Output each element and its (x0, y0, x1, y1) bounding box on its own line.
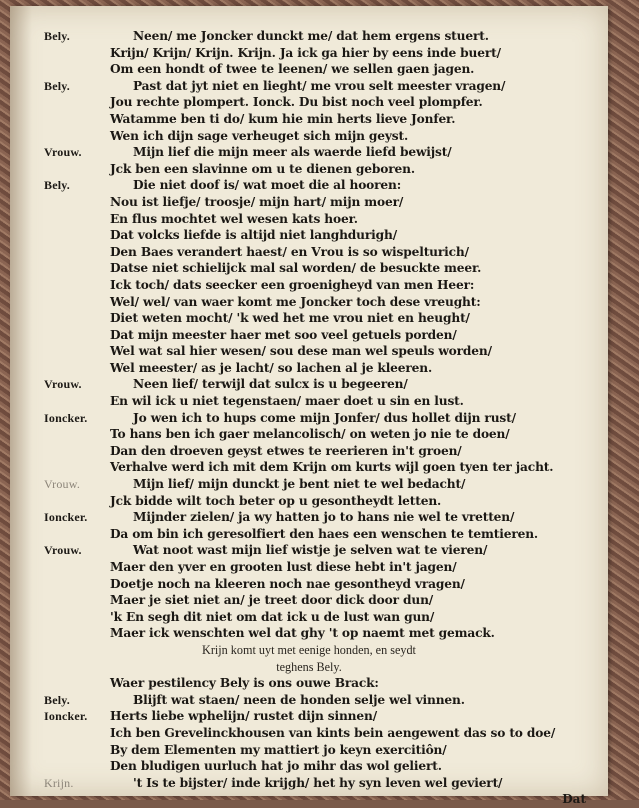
speaker-name: Vrouw. (44, 477, 81, 492)
verse-line (10, 476, 608, 493)
verse-line (10, 128, 608, 145)
verse-text: Da om bin ich geresolfiert den haes een wenschen te temtieren. (110, 526, 538, 541)
verse-line (10, 443, 608, 460)
verse-text: Maer den yver en grooten lust diese hebt in't jagen/ (110, 560, 457, 574)
verse-text: Neen lief/ terwijl dat sulcx is u begeeren/ (133, 377, 408, 392)
verse-line (10, 576, 608, 593)
verse-text: Neen/ me Joncker dunckt me/ dat hem ergens stuert. (133, 29, 489, 43)
verse-text: Waer pestilency Bely is ons ouwe Brack: (110, 676, 379, 691)
verse-text: Den bludigen uurluch hat jo mihr das wol geliert. (110, 759, 442, 774)
verse-text: Herts liebe wphelijn/ rustet dijn sinnen/ (110, 709, 378, 724)
verse-text: Diet weten mocht/ 'k wed het me vrou niet en heught/ (110, 311, 470, 326)
verse-text: Mijn lief die mijn meer als waerde liefd bewijst/ (133, 145, 452, 160)
verse-line (10, 161, 608, 178)
verse-line (10, 725, 608, 742)
verse-text: Nou ist liefje/ troosje/ mijn hart/ mijn moer/ (110, 194, 404, 209)
stage-direction-line: Krijn komt uyt met eenige honden, en seydt (202, 642, 416, 657)
stage-direction (10, 642, 608, 659)
verse-line (10, 260, 608, 277)
verse-text: Doetje noch na kleeren noch nae gesontheyd vragen/ (110, 576, 465, 591)
speaker-name: Bely. (44, 78, 71, 93)
speaker-name: Bely. (44, 178, 71, 193)
verse-line (10, 708, 608, 725)
book-page (10, 6, 608, 807)
verse-line (10, 78, 608, 95)
speaker-name: Krijn. (44, 775, 74, 790)
verse-text: To hans ben ich gaer melancolisch/ on weten jo nie te doen/ (110, 427, 510, 442)
verse-text: Ick toch/ dats seecker een groenigheyd van men Heer: (110, 277, 475, 292)
verse-text: Die niet doof is/ wat moet die al hooren: (133, 178, 402, 193)
stage-direction-line: teghens Bely. (276, 659, 342, 674)
verse-line (10, 45, 608, 62)
verse-text: Jck ben een slavinne om u te dienen geboren. (110, 161, 415, 176)
verse-line (10, 227, 608, 244)
verse-text: 'k En segh dit niet om dat ick u de lust wan gun/ (110, 609, 435, 624)
verse-line (10, 194, 608, 211)
verse-text: Datse niet schielijck mal sal worden/ de besuckte meer. (110, 261, 482, 276)
speaker-name: Vrouw. (44, 543, 82, 558)
verse-text: Blijft wat staen/ neen de honden selje wel vinnen. (133, 692, 465, 707)
verse-text: Maer ick wenschten wel dat ghy 't op naemt met gemack. (110, 626, 495, 641)
verse-line (10, 559, 608, 576)
verse-line (10, 459, 608, 476)
verse-text: Wel meester/ as je lacht/ so lachen al je kleeren. (110, 360, 433, 375)
verse-text: Wel/ wel/ van waer komt me Joncker toch dese vreught: (110, 294, 481, 309)
verse-text: By dem Elementen my mattiert jo keyn exercitiôn/ (110, 742, 447, 757)
verse-line (10, 758, 608, 775)
speaker-name: Vrouw. (44, 377, 82, 392)
verse-text: Jou rechte plompert. Ionck. Du bist noch veel plompfer. (110, 95, 483, 110)
verse-line (10, 775, 608, 792)
verse-line (10, 144, 608, 161)
page-gutter-shadow (10, 6, 32, 796)
verse-text: Dan den droeven geyst etwes te reerieren in't groen/ (110, 443, 462, 458)
verse-line (10, 742, 608, 759)
verse-text: Jo wen ich to hups come mijn Jonfer/ dus hollet dijn rust/ (133, 410, 516, 425)
verse-line (10, 393, 608, 410)
verse-line (10, 493, 608, 510)
verse-text: Wat noot wast mijn lief wistje je selven wat te vieren/ (133, 543, 488, 558)
verse-text: Mijnder zielen/ ja wy hatten jo to hans nie wel te vretten/ (133, 510, 515, 525)
verse-line (10, 592, 608, 609)
verse-line (10, 360, 608, 377)
verse-text: En wil ick u niet tegenstaen/ maer doet u sin en lust. (110, 394, 464, 409)
verse-text: Wen ich dijn sage verheuget sich mijn geyst. (110, 128, 409, 143)
verse-line (10, 61, 608, 78)
verse-line (10, 310, 608, 327)
verse-line (10, 244, 608, 261)
verse-line (10, 542, 608, 559)
verse-line (10, 294, 608, 311)
verse-text: Den Baes verandert haest/ en Vrou is so wispelturich/ (110, 244, 469, 259)
verse-line (10, 211, 608, 228)
verse-text: Past dat jyt niet en lieght/ me vrou selt meester vragen/ (133, 78, 506, 93)
verse-text: Jck bidde wilt toch beter op u gesontheydt letten. (110, 493, 442, 508)
play-text (10, 28, 608, 808)
verse-line (10, 376, 608, 393)
verse-line (10, 609, 608, 626)
verse-line (10, 526, 608, 543)
speaker-name: Bely. (44, 692, 71, 707)
verse-line (10, 426, 608, 443)
verse-text: Dat mijn meester haer met soo veel getuels porden/ (110, 327, 457, 342)
verse-line (10, 177, 608, 194)
verse-text: 't Is te bijster/ inde krijgh/ het hy syn leven wel geviert/ (133, 775, 503, 790)
verse-line (10, 277, 608, 294)
verse-line (10, 692, 608, 709)
verse-text: Wel wat sal hier wesen/ sou dese man wel speuls worden/ (110, 344, 492, 359)
verse-text: Watamme ben ti do/ kum hie min herts lieve Jonfer. (110, 111, 456, 126)
verse-line (10, 28, 608, 45)
verse-text: Verhalve werd ich mit dem Krijn om kurts wijl goen tyen ter jacht. (110, 460, 554, 475)
catchword: Dat (562, 792, 586, 807)
verse-line (10, 625, 608, 642)
speaker-name: Bely. (44, 29, 71, 43)
verse-line (10, 327, 608, 344)
verse-line (10, 343, 608, 360)
speaker-name: Ioncker. (44, 410, 88, 425)
verse-text: En flus mochtet wel wesen kats hoer. (110, 211, 358, 226)
verse-line (10, 509, 608, 526)
verse-text: Dat volcks liefde is altijd niet langhdurigh/ (110, 228, 398, 243)
verse-text: Maer je siet niet an/ je treet door dick door dun/ (110, 593, 434, 608)
verse-line (10, 675, 608, 692)
verse-text: Om een hondt of twee te leenen/ we sellen gaen jagen. (110, 62, 475, 77)
speaker-name: Ioncker. (44, 510, 88, 525)
verse-text: Mijn lief/ mijn dunckt je bent niet te wel bedacht/ (133, 477, 466, 492)
verse-line (10, 410, 608, 427)
stage-direction (10, 659, 608, 676)
verse-line (10, 111, 608, 128)
verse-text: Ich ben Grevelinckhousen van kints bein aengewent das so to doe/ (110, 725, 556, 740)
speaker-name: Ioncker. (44, 709, 88, 724)
verse-text: Krijn/ Krijn/ Krijn. Krijn. Ja ick ga hier by eens inde buert/ (110, 45, 501, 60)
speaker-name: Vrouw. (44, 145, 82, 160)
verse-line (10, 94, 608, 111)
